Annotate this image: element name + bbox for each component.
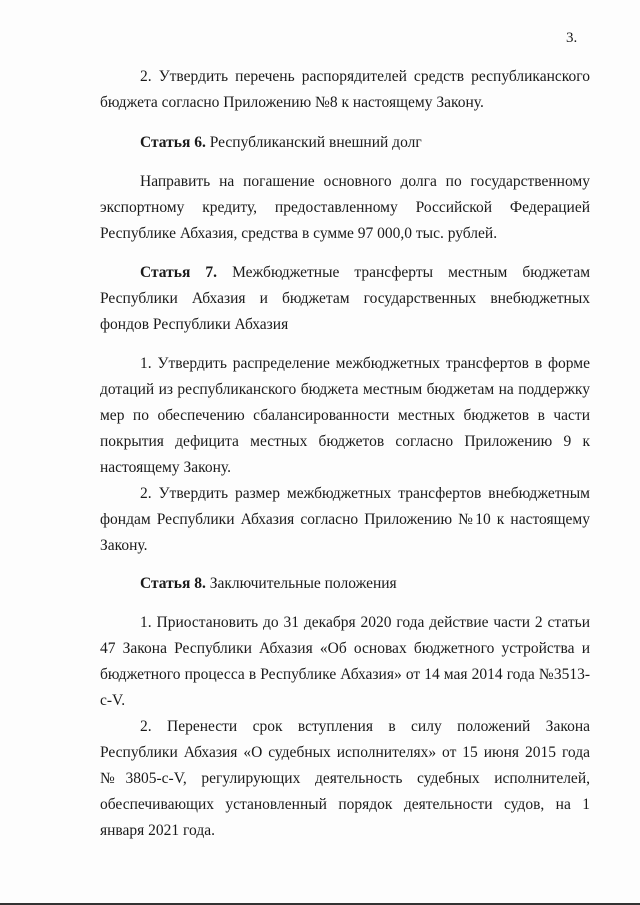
article-7-heading [100, 260, 590, 338]
paragraph-text: 1. Приостановить до 31 декабря 2020 года действие части 2 статьи 47 Закона Республики Абхазия «Об основах бюджетного устройства и бюджетного процесса в Республике Абхазия» от 14 мая 2014 года №3513-с-V. [100, 614, 590, 709]
article-number: Статья 8. [140, 575, 206, 592]
article-number: Статья 6. [140, 134, 206, 151]
paragraph-external-debt [100, 169, 590, 247]
paragraph-transfers-2 [100, 481, 590, 559]
paragraph-transfers-1 [100, 351, 590, 481]
article-title: Республиканский внешний долг [205, 134, 422, 151]
paragraph-final-2 [100, 714, 590, 844]
article-title: Заключительные положения [205, 575, 397, 592]
article-6-heading [100, 130, 590, 156]
article-title: Межбюджетные трансферты местным бюджетам Республики Абхазия и бюджетам государственных внебюджетных фондов Республики Абхазия [100, 264, 591, 333]
paragraph-final-1 [100, 610, 590, 714]
paragraph-text: 2. Перенести срок вступления в силу положений Закона Республики Абхазия «О судебных исполнителях» от 15 июня 2015 года №3805-с-V, регулирующих деятельность судебных исполнителей, обеспечивающих установленный порядок деятельности судов, на 1 января 2021 года. [100, 718, 590, 839]
paragraph-text: 2. Утвердить перечень распорядителей средств республиканского бюджета согласно Приложению №8 к настоящему Закону. [100, 68, 590, 111]
article-number: Статья 7. [140, 264, 218, 281]
article-8-heading [100, 571, 590, 597]
paragraph-text: 1. Утвердить распределение межбюджетных трансфертов в форме дотаций из республиканского бюджета местным бюджетам на поддержку мер по обеспечению сбалансированности местных бюджетов в части покрытия дефицита местных бюджетов согласно Приложению 9 к настоящему Закону. [100, 355, 590, 476]
paragraph-text: Направить на погашение основного долга по государственному экспортному кредиту, предоставленному Российской Федерацией Республике Абхазия, средства в сумме 97 000,0 тыс. рублей. [100, 173, 590, 242]
paragraph-item-2-approve-list [100, 64, 590, 116]
paragraph-text: 2. Утвердить размер межбюджетных трансфертов внебюджетным фондам Республики Абхазия согласно Приложению №10 к настоящему Закону. [100, 485, 590, 554]
page-number: 3. [566, 30, 578, 46]
